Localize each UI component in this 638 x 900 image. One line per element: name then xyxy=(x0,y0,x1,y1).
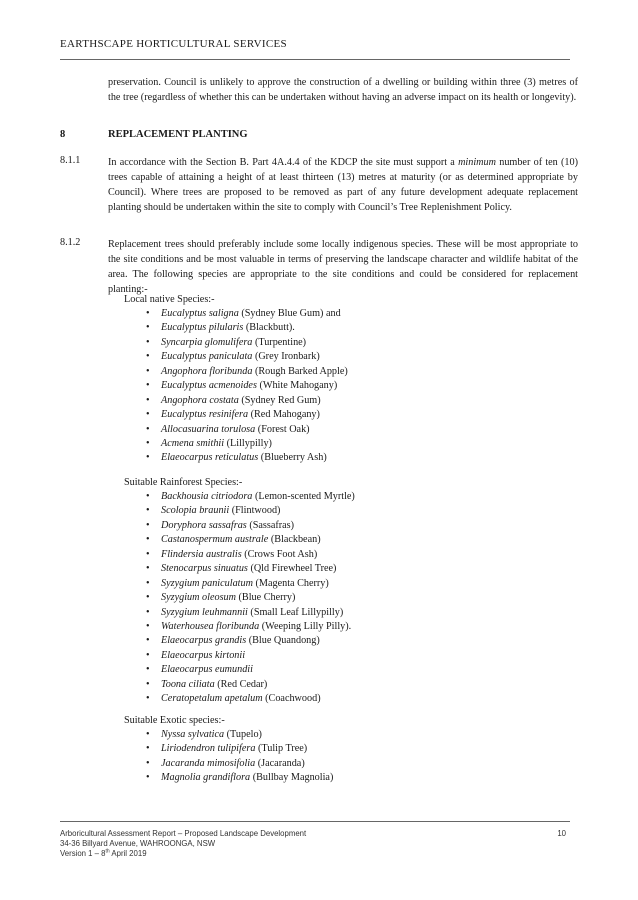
species-list-item xyxy=(124,663,355,677)
species-list-item xyxy=(124,757,333,771)
species-list-item xyxy=(124,307,348,321)
species-common-name: (Weeping Lilly Pilly). xyxy=(259,620,352,632)
section-heading xyxy=(60,129,248,140)
species-list-item xyxy=(124,336,348,350)
species-latin-name: Syncarpia glomulifera xyxy=(161,336,253,348)
species-list-item xyxy=(124,365,348,379)
page-footer xyxy=(60,829,570,859)
species-latin-name: Angophora costata xyxy=(161,394,239,406)
section-title: REPLACEMENT PLANTING xyxy=(108,129,248,140)
species-latin-name: Eucalyptus paniculata xyxy=(161,351,253,363)
species-list-item xyxy=(124,350,348,364)
species-common-name: (Magenta Cherry) xyxy=(252,577,329,589)
species-latin-name: Syzygium paniculatum xyxy=(161,577,253,589)
species-common-name: (Forest Oak) xyxy=(255,423,310,435)
species-latin-name: Stenocarpus sinuatus xyxy=(161,563,248,575)
species-common-name: (Red Mahogany) xyxy=(248,409,320,421)
species-list-item xyxy=(124,678,355,692)
bullet-icon: • xyxy=(146,308,150,319)
species-list-item xyxy=(124,504,355,518)
species-common-name: (Blackbean) xyxy=(268,534,321,546)
species-latin-name: Castanospermum australe xyxy=(161,534,269,546)
species-latin-name: Angophora floribunda xyxy=(161,365,253,377)
paragraph-text: Replacement trees should preferably include some locally indigenous species. These will be most appropriate to the site conditions and be most valuable in terms of preserving the landscape character and wildlife habitat of the area. The following species are appropriate to the site conditions and could be considered for replacement planting:- xyxy=(108,239,578,295)
bullet-icon: • xyxy=(146,577,150,589)
bullet-icon: • xyxy=(146,592,150,604)
species-latin-name: Allocasuarina torulosa xyxy=(161,423,256,435)
bullet-icon: • xyxy=(146,322,150,334)
species-common-name: (Bullbay Magnolia) xyxy=(250,772,334,784)
paragraph-number: 8.1.2 xyxy=(60,237,81,248)
species-list-item xyxy=(124,533,355,547)
species-common-name: (White Mahogany) xyxy=(256,380,338,392)
bullet-icon: • xyxy=(146,693,150,705)
bullet-icon: • xyxy=(146,380,150,392)
page-number: 10 xyxy=(557,829,566,838)
footer-divider xyxy=(60,821,570,822)
species-common-name: (Sydney Blue Gum) and xyxy=(238,308,341,319)
species-list-item xyxy=(124,606,355,620)
footer-version-sup: th xyxy=(105,848,110,855)
species-latin-name: Elaeocarpus eumundii xyxy=(161,664,253,676)
species-list-item xyxy=(124,321,348,335)
bullet-icon: • xyxy=(146,409,150,421)
species-latin-name: Ceratopetalum apetalum xyxy=(161,693,263,705)
species-list-item xyxy=(124,562,355,576)
species-common-name: (Coachwood) xyxy=(262,693,321,705)
species-common-name: (Grey Ironbark) xyxy=(252,351,320,363)
bullet-icon: • xyxy=(146,635,150,647)
bullet-icon: • xyxy=(146,563,150,575)
species-latin-name: Eucalyptus pilularis xyxy=(161,322,244,334)
species-common-name: (Blue Quandong) xyxy=(246,635,320,647)
species-latin-name: Liriodendron tulipifera xyxy=(161,743,256,755)
species-common-name: (Flintwood) xyxy=(229,505,281,517)
species-list-item xyxy=(124,394,348,408)
species-list-item xyxy=(124,490,355,504)
bullet-icon: • xyxy=(146,423,150,435)
bullet-icon: • xyxy=(146,437,150,449)
species-list-item xyxy=(124,577,355,591)
bullet-icon: • xyxy=(146,519,150,531)
bullet-icon: • xyxy=(146,729,150,740)
bullet-icon: • xyxy=(146,620,150,632)
bullet-icon: • xyxy=(146,505,150,517)
species-latin-name: Flindersia australis xyxy=(161,548,242,560)
paragraph-text-part: In accordance with the Section B. Part 4A.4.4 of the KDCP the site must support a xyxy=(108,157,459,168)
species-common-name: (Blackbutt). xyxy=(243,322,295,334)
species-latin-name: Doryphora sassafras xyxy=(161,519,247,531)
species-list-item xyxy=(124,649,355,663)
bullet-icon: • xyxy=(146,649,150,661)
bullet-icon: • xyxy=(146,606,150,618)
native-species-list xyxy=(124,292,348,466)
species-latin-name: Syzygium leuhmannii xyxy=(161,606,248,618)
footer-version-date: April 2019 xyxy=(109,849,147,858)
species-list-item xyxy=(124,408,348,422)
species-common-name: (Turpentine) xyxy=(252,336,307,348)
species-latin-name: Backhousia citriodora xyxy=(161,491,253,502)
species-common-name: (Tulip Tree) xyxy=(255,743,308,755)
footer-version xyxy=(60,849,570,859)
exotic-species-list xyxy=(124,713,333,786)
species-common-name: (Blue Cherry) xyxy=(235,592,296,604)
species-latin-name: Scolopia braunii xyxy=(161,505,230,517)
species-common-name: (Qld Firewheel Tree) xyxy=(247,563,337,575)
species-list-item xyxy=(124,548,355,562)
species-list-item xyxy=(124,519,355,533)
list-title: Local native Species:- xyxy=(124,294,215,305)
bullet-icon: • xyxy=(146,336,150,348)
species-latin-name: Waterhousea floribunda xyxy=(161,620,260,632)
species-list-item xyxy=(124,591,355,605)
bullet-icon: • xyxy=(146,491,150,502)
species-common-name: (Crows Foot Ash) xyxy=(241,548,318,560)
species-latin-name: Eucalyptus saligna xyxy=(161,308,239,319)
species-latin-name: Nyssa sylvatica xyxy=(161,729,225,740)
list-title: Suitable Exotic species:- xyxy=(124,715,225,726)
species-list-item xyxy=(124,692,355,706)
species-latin-name: Eucalyptus acmenoides xyxy=(161,380,257,392)
species-common-name: (Rough Barked Apple) xyxy=(252,365,348,377)
intro-paragraph: preservation. Council is unlikely to approve the construction of a dwelling or building within three (3) metres of the tree (regardless of whether this can be undertaken without having an adverse impact on its health or longevity). xyxy=(108,77,578,103)
species-list-item xyxy=(124,771,333,785)
bullet-icon: • xyxy=(146,678,150,690)
species-common-name: (Lemon-scented Myrtle) xyxy=(252,491,355,502)
species-list-item xyxy=(124,423,348,437)
species-latin-name: Elaeocarpus grandis xyxy=(161,635,247,647)
species-latin-name: Jacaranda mimosifolia xyxy=(161,757,256,769)
species-latin-name: Magnolia grandiflora xyxy=(161,772,251,784)
species-common-name: (Tupelo) xyxy=(224,729,262,740)
bullet-icon: • xyxy=(146,365,150,377)
species-common-name: (Sassafras) xyxy=(246,519,295,531)
bullet-icon: • xyxy=(146,452,150,464)
species-latin-name: Toona ciliata xyxy=(161,678,215,690)
species-common-name: (Red Cedar) xyxy=(214,678,268,690)
species-list-item xyxy=(124,634,355,648)
footer-report-title: Arboricultural Assessment Report – Proposed Landscape Development xyxy=(60,829,307,838)
species-list-item xyxy=(124,728,333,742)
species-list-item xyxy=(124,451,348,465)
bullet-icon: • xyxy=(146,772,150,784)
bullet-icon: • xyxy=(146,743,150,755)
bullet-icon: • xyxy=(146,548,150,560)
header-company-name: EARTHSCAPE HORTICULTURAL SERVICES xyxy=(60,38,287,50)
paragraph-text-part: number of ten (10) trees capable of attaining a height of at least thirteen (13) metres at maturity (or as determined appropriate by Council). Where trees are proposed to be removed as part of any future development adequate replacement planting should be undertaken within the site to comply with Council’s Tree Replenishment Policy. xyxy=(108,157,578,213)
species-common-name: (Lillypilly) xyxy=(224,437,272,449)
footer-address: 34-36 Billyard Avenue, WAHROONGA, NSW xyxy=(60,839,216,848)
paragraph-8-1-2 xyxy=(60,237,578,297)
species-latin-name: Syzygium oleosum xyxy=(161,592,236,604)
species-latin-name: Acmena smithii xyxy=(161,437,225,449)
bullet-icon: • xyxy=(146,664,150,676)
bullet-icon: • xyxy=(146,757,150,769)
bullet-icon: • xyxy=(146,534,150,546)
species-list-item xyxy=(124,742,333,756)
header-divider xyxy=(60,59,570,60)
species-latin-name: Elaeocarpus kirtonii xyxy=(161,649,246,661)
section-number: 8 xyxy=(60,129,66,140)
paragraph-number: 8.1.1 xyxy=(60,155,81,166)
paragraph-8-1-1 xyxy=(60,155,578,215)
bullet-icon: • xyxy=(146,394,150,406)
paragraph-emphasis: minimum xyxy=(458,157,496,168)
rainforest-species-list xyxy=(124,475,355,707)
species-common-name: (Small Leaf Lillypilly) xyxy=(247,606,344,618)
species-list-item xyxy=(124,437,348,451)
species-list-item xyxy=(124,620,355,634)
list-title: Suitable Rainforest Species:- xyxy=(124,477,243,488)
bullet-icon: • xyxy=(146,351,150,363)
species-common-name: (Sydney Red Gum) xyxy=(238,394,321,406)
species-latin-name: Eucalyptus resinifera xyxy=(161,409,249,421)
species-common-name: (Blueberry Ash) xyxy=(258,452,327,464)
species-common-name: (Jacaranda) xyxy=(255,757,305,769)
footer-version-text: Version 1 – 8 xyxy=(60,849,106,858)
paragraph-text xyxy=(108,155,578,215)
species-list-item xyxy=(124,379,348,393)
species-latin-name: Elaeocarpus reticulatus xyxy=(161,452,259,464)
